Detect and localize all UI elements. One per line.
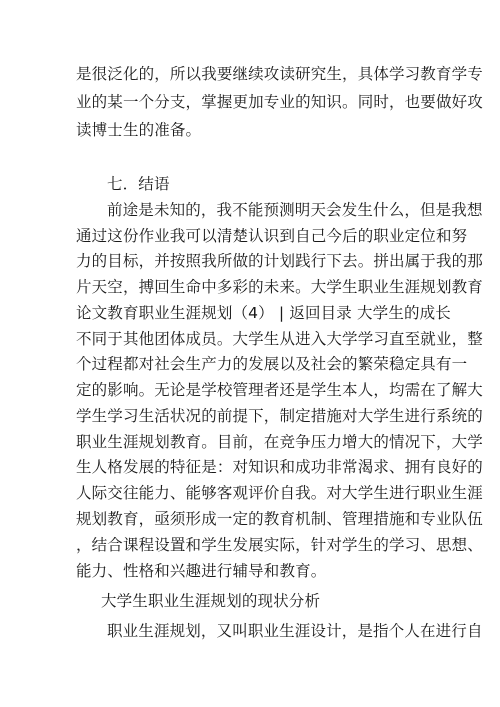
- paragraph-line: 业的某一个分支，掌握更加专业的知识。同时，也要做好攻: [76, 93, 483, 111]
- paragraph-line: 通过这份作业我可以清楚认识到自己今后的职业定位和努: [76, 227, 468, 245]
- paragraph-line: 规划教育，亟须形成一定的教育机制、管理措施和专业队伍: [76, 510, 483, 528]
- paragraph-line: 学生学习生活状况的前提下，制定措施对大学生进行系统的: [76, 407, 483, 425]
- paragraph-line: 力的目标，并按照我所做的计划践行下去。拼出属于我的那: [76, 252, 483, 270]
- paragraph-line: 人际交往能力、能够客观评价自我。对大学生进行职业生涯: [76, 484, 483, 502]
- paragraph-line: 前途是未知的，我不能预测明天会发生什么，但是我想: [107, 201, 483, 219]
- paragraph-line: 个过程都对社会生产力的发展以及社会的繁荣稳定具有一: [76, 355, 468, 373]
- subsection-heading: 大学生职业生涯规划的现状分析: [101, 592, 321, 610]
- paragraph-line: 生人格发展的特征是：对知识和成功非常渴求、拥有良好的: [76, 458, 483, 476]
- paragraph-line: 读博士生的准备。: [76, 121, 202, 139]
- paragraph-line: 论文教育职业生涯规划（4） | 返回目录 大学生的成长: [76, 304, 451, 322]
- paragraph-line: ，结合课程设置和学生发展实际，针对学生的学习、思想、: [76, 536, 483, 554]
- paragraph-line: 片天空，搏回生命中多彩的未来。大学生职业生涯规划教育: [76, 278, 483, 296]
- paragraph-line: 定的影响。无论是学校管理者还是学生本人，均需在了解大: [76, 381, 483, 399]
- paragraph-line: 是很泛化的，所以我要继续攻读研究生，具体学习教育学专: [76, 65, 483, 83]
- paragraph-line: 职业生涯规划教育。目前，在竞争压力增大的情况下，大学: [76, 433, 483, 451]
- paragraph-line: 能力、性格和兴趣进行辅导和教育。: [76, 562, 327, 580]
- section-heading: 七．结语: [107, 175, 170, 193]
- paragraph-line: 职业生涯规划，又叫职业生涯设计，是指个人在进行自: [107, 622, 483, 640]
- paragraph-line: 不同于其他团体成员。大学生从进入大学学习直至就业，整: [76, 330, 483, 348]
